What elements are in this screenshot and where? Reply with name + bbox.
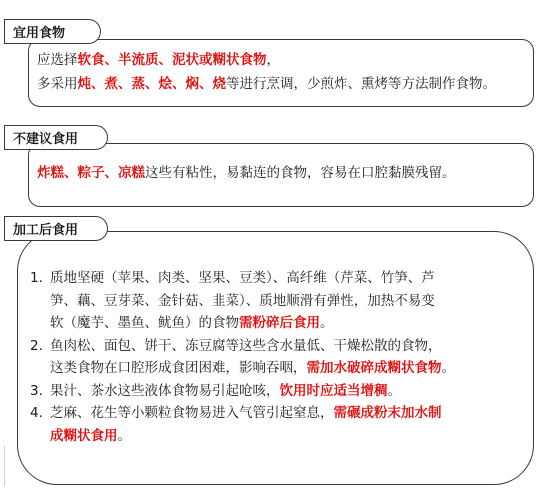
section-processed-title: 加工后食用 — [4, 216, 108, 241]
recommended-cooking-methods: 炖、煮、蒸、烩、焖、烧 — [77, 76, 226, 92]
section-not-recommended-title: 不建议食用 — [4, 125, 108, 150]
sticky-foods: 炸糕、粽子、凉糕 — [37, 165, 145, 181]
processed-food-list — [30, 267, 530, 447]
not-recommended-line-1: 炸糕、粽子、凉糕这些有粘性，易黏连的食物，容易在口腔黏膜残留。 — [37, 165, 456, 181]
recommended-line-2: 多采用炖、煮、蒸、烩、焖、烧等进行烹调，少煎炸、熏烤等方法制作食物。 — [37, 76, 496, 92]
recommended-food-types: 软食、半流质、泥状或糊状食物 — [77, 52, 267, 68]
section-recommended-title: 宜用食物 — [4, 19, 101, 44]
list-item: 4. 芝麻、花生等小颗粒食物易进入气管引起窒息，需碾成粉末加水制 成糊状食用。 — [30, 405, 442, 444]
list-item: 1. 质地坚硬（苹果、肉类、坚果、豆类）、高纤维（芹菜、竹笋、芦 笋、藕、豆芽菜、金针菇、韭菜）、质地顺滑有弹性，加热不易变 软（魔芋、墨鱼、鱿鱼）的食物需粉碎后食用。 — [30, 270, 435, 331]
recommended-line-1: 应选择软食、半流质、泥状或糊状食物， — [37, 52, 280, 68]
list-item: 3. 果汁、茶水这些液体食物易引起呛咳，饮用时应适当增稠。 — [30, 382, 401, 399]
page-edge-mark — [4, 446, 5, 486]
list-item: 2. 鱼肉松、面包、饼干、冻豆腐等这些含水量低、干燥松散的食物， 这类食物在口腔形成食团困难，影响吞咽，需加水破碎成糊状食物。 — [30, 337, 455, 376]
